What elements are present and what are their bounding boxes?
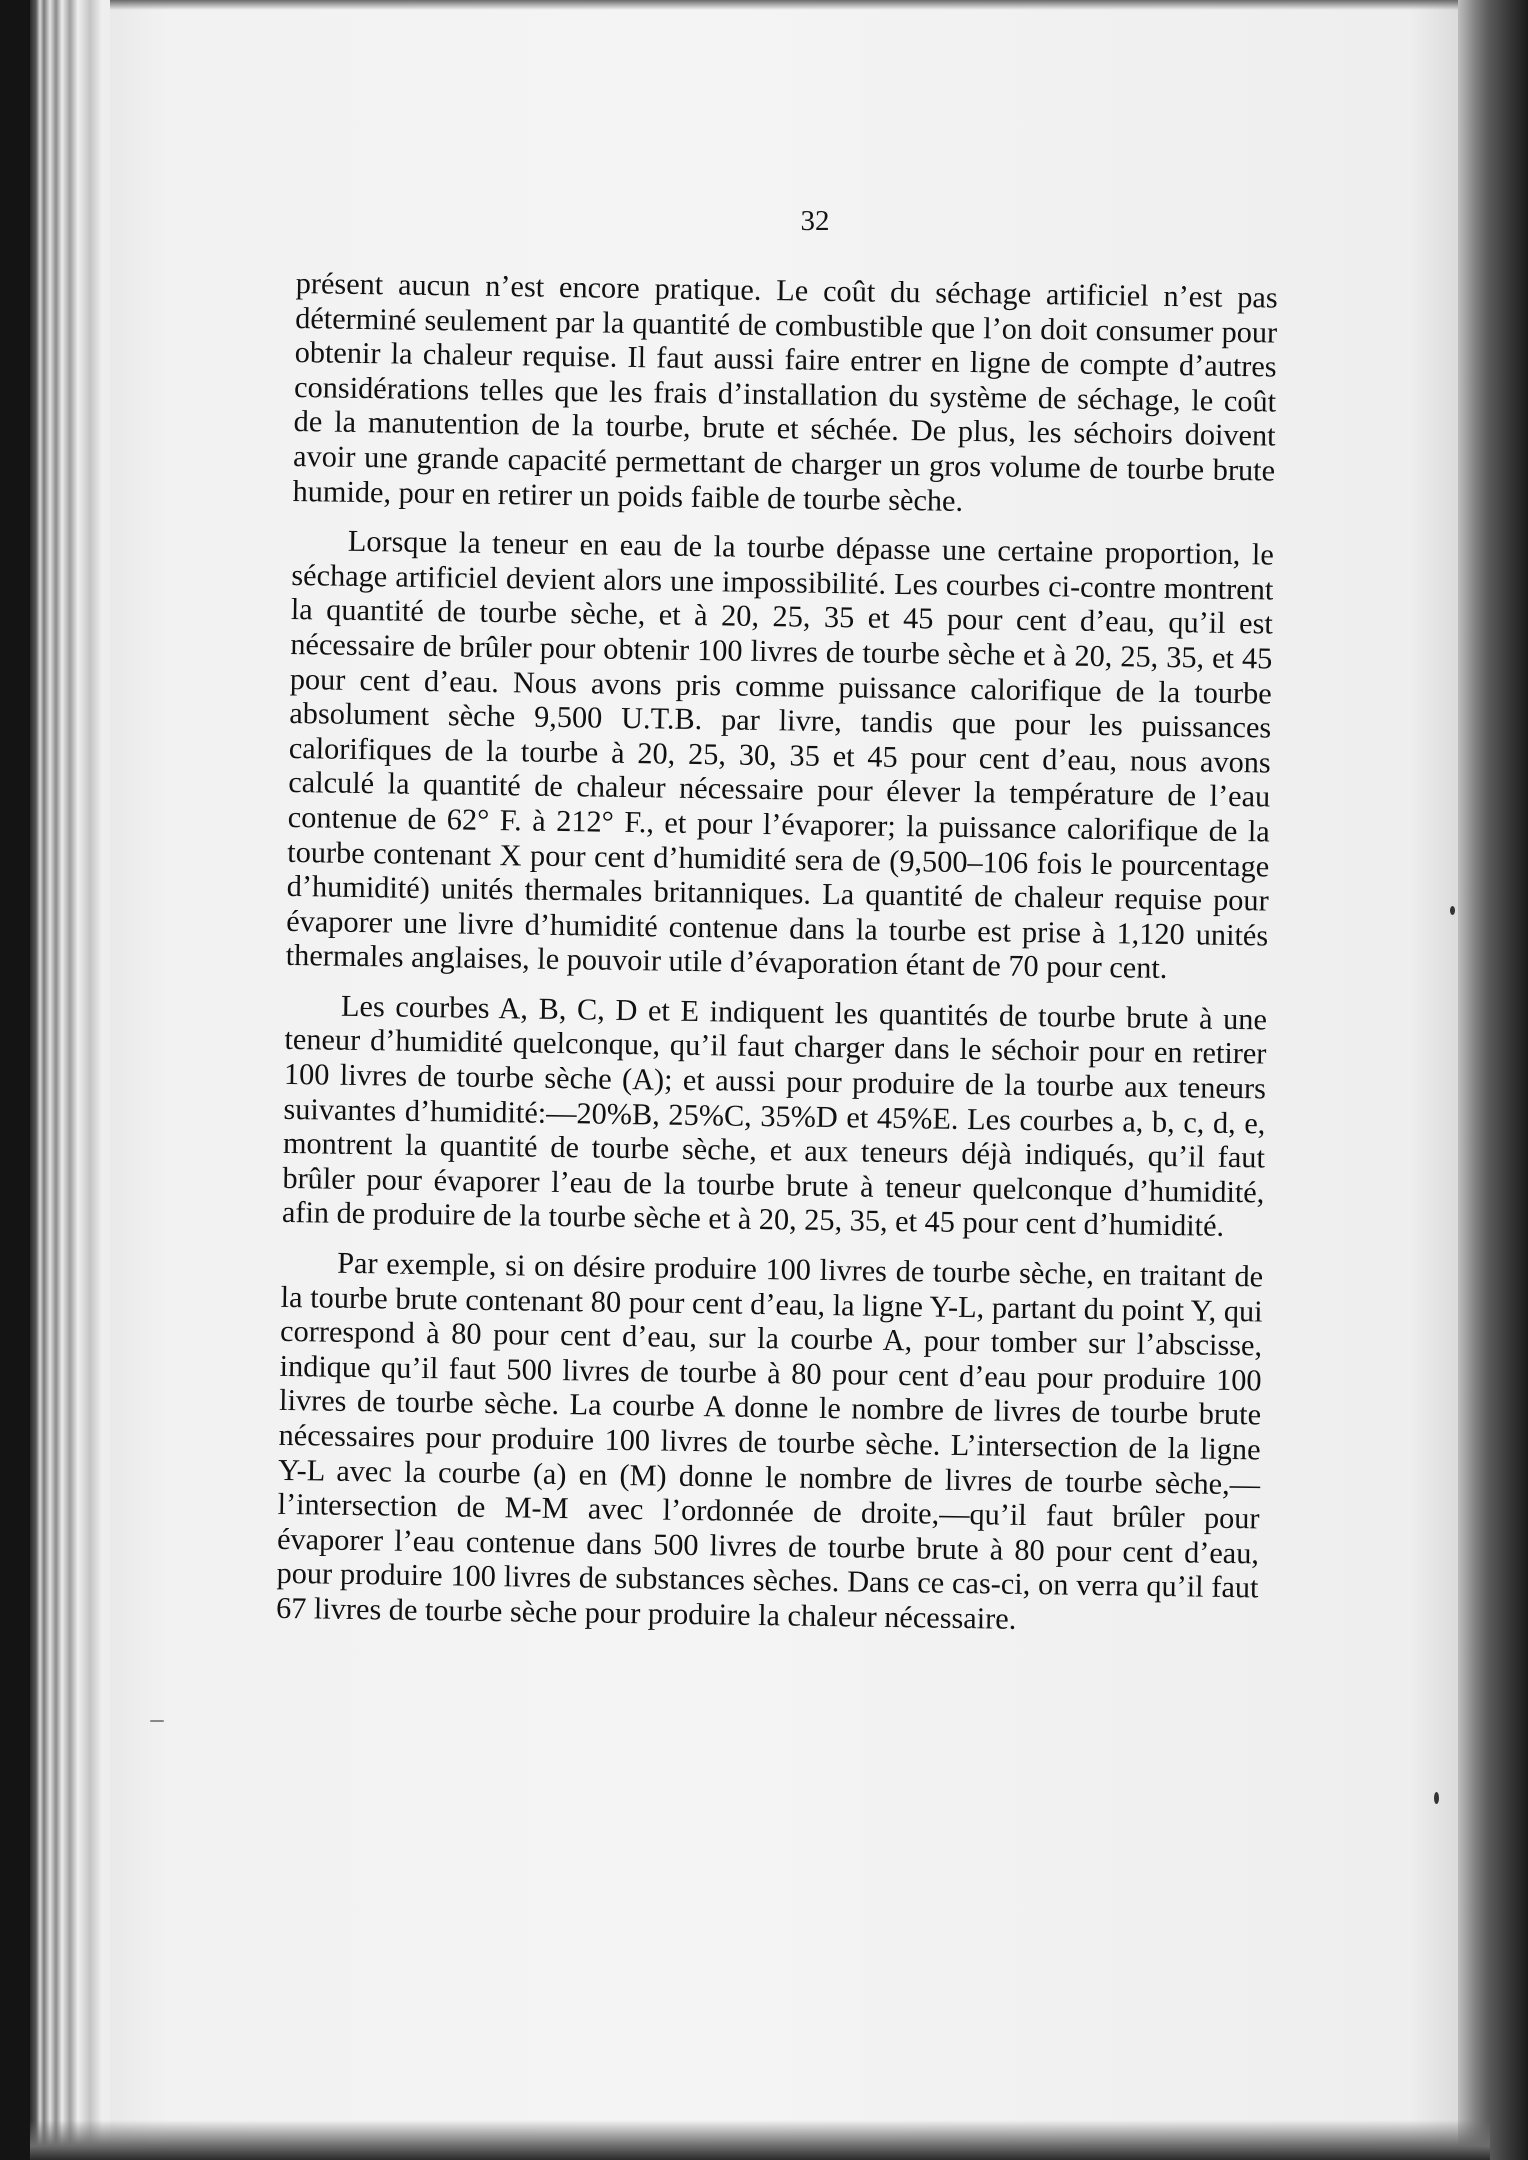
bottom-edge [30,2120,1490,2160]
top-shadow [110,0,1490,10]
scan-speck [1434,1792,1439,1804]
paragraph-1: présent aucun n’est encore pratique. Le coût du séchage artificiel n’est pas déterminé seulement par la quantité de combustible que l’on doit consumer pour obtenir la chaleur requise. Il faut aussi faire entrer en ligne de compte d’autres considérations telles que les frais d’installation du système de séchage, le coût de la manutention de la tourbe, brute et séchée. De plus, les séchoirs doivent avoir une grande capacité permettant de charger un gros volume de tourbe brute humide, pour en retirer un poids faible de tourbe sèche. [292,266,1278,518]
right-binding-edge [1458,0,1528,2160]
scan-speck [1450,906,1455,915]
body-text [276,266,1278,1655]
page-number: 32 [800,205,830,237]
scan-speck [150,1720,164,1722]
paragraph-4: Par exemple, si on désire produire 100 livres de tourbe sèche, en traitant de la tourbe brute contenant 80 pour cent d’eau, la ligne Y-L, partant du point Y, qui correspond à 80 pour cent d’eau, sur la courbe A, pour tomber sur l’abscisse, indique qu’il faut 500 livres de tourbe à 80 pour cent d’eau pour produire 100 livres de tourbe sèche. La courbe A donne le nombre de livres de tourbe brute nécessaires pour produire 100 livres de tourbe sèche. L’intersection de la ligne Y-L avec la courbe (a) en (M) donne le nombre de livres de tourbe sèche,—l’intersection de M-M avec l’ordonnée de droite,—qu’il faut brûler pour évaporer l’eau contenue dans 500 livres de tourbe brute à 80 pour cent d’eau, pour produire 100 livres de substances sèches. Dans ce cas-ci, on verra qu’il faut 67 livres de tourbe sèche pour produire la chaleur nécessaire. [275,1245,1264,1636]
paragraph-2: Lorsque la teneur en eau de la tourbe dépasse une certaine proportion, le séchage artificiel devient alors une impossibilité. Les courbes ci-contre montrent la quantité de tourbe sèche, et à 20, 25, 35 et 45 pour cent d’eau, qu’il est nécessaire de brûler pour obtenir 100 livres de tourbe sèche et à 20, 25, 35, et 45 pour cent d’eau. Nous avons pris comme puissance calorifique de la tourbe absolument sèche 9,500 U.T.B. par livre, tandis que pour les puissances calorifiques de la tourbe à 20, 25, 30, 35 et 45 pour cent d’eau, nous avons calculé la quantité de chaleur nécessaire pour élever la température de l’eau contenue de 62° F. à 212° F., et pour l’évaporer; la puissance calorifique de la tourbe contenant X pour cent d’humidité sera de (9,500–106 fois le pourcentage d’humidité) unités thermales britanniques. La quantité de chaleur requise pour évaporer une livre d’humidité contenue dans la tourbe est prise à 1,120 unités thermales anglaises, le pouvoir utile d’évaporation étant de 70 pour cent. [285,523,1275,986]
paragraph-3: Les courbes A, B, C, D et E indiquent les quantités de tourbe brute à une teneur d’humidité quelconque, qu’il faut charger dans le séchoir pour en retirer 100 livres de tourbe sèche (A); et aussi pour produire de la tourbe aux teneurs suivantes d’humidité:—20%B, 25%C, 35%D et 45%E. Les courbes a, b, c, d, e, montrent la quantité de tourbe sèche, et aux teneurs déjà indiqués, qu’il faut brûler pour évaporer l’eau de la tourbe brute à teneur quelconque d’humidité, afin de produire de la tourbe sèche et à 20, 25, 35, et 45 pour cent d’humidité. [281,988,1268,1244]
